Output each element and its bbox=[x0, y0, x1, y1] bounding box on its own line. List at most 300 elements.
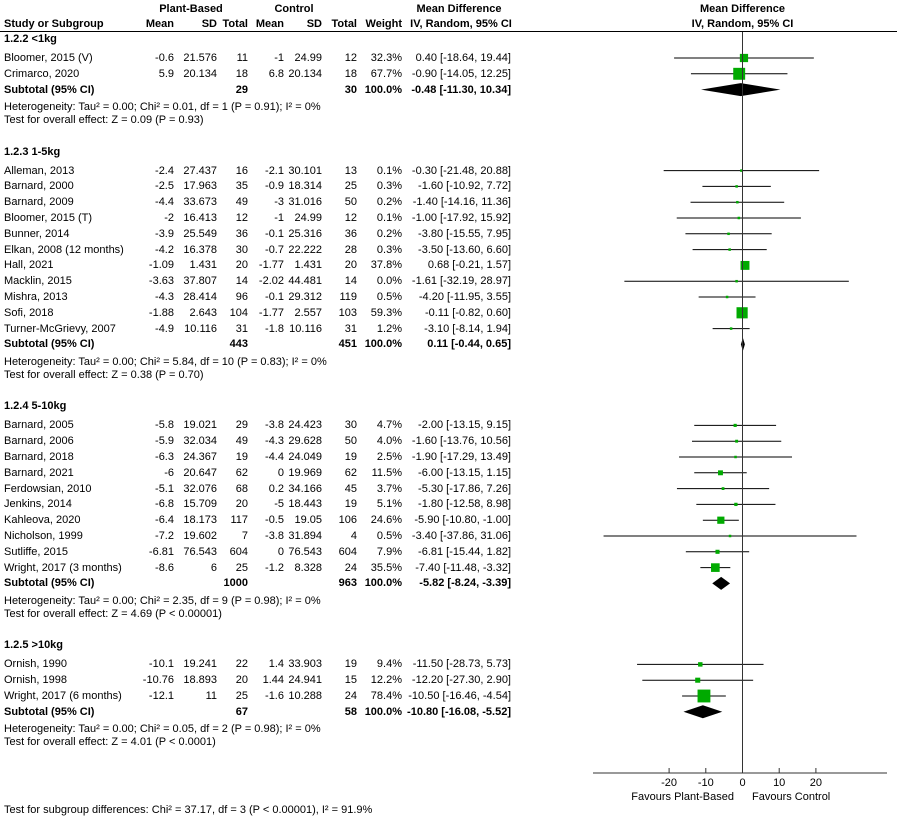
subgroup-header: 1.2.3 1-5kg bbox=[4, 145, 61, 158]
effect-marker bbox=[722, 487, 725, 490]
weight: 11.5% bbox=[371, 466, 402, 479]
subtotal-pb-total: 29 bbox=[235, 83, 248, 96]
subgroup-header: 1.2.2 <1kg bbox=[4, 33, 57, 45]
weight: 32.3% bbox=[370, 52, 402, 64]
c-mean: -0.5 bbox=[265, 514, 284, 527]
c-total: 24 bbox=[344, 561, 357, 574]
pb-mean: -5.9 bbox=[155, 435, 174, 448]
weight: 12.2% bbox=[370, 674, 402, 687]
c-total: 103 bbox=[338, 306, 357, 319]
c-sd: 24.423 bbox=[288, 419, 322, 432]
c-total: 12 bbox=[344, 52, 357, 64]
study-name: Crimarco, 2020 bbox=[4, 67, 80, 80]
subtotal-weight: 100.0% bbox=[364, 338, 402, 351]
c-sd: 24.99 bbox=[294, 212, 322, 224]
weight: 5.1% bbox=[376, 498, 402, 511]
weight: 35.5% bbox=[370, 561, 402, 574]
pb-total: 12 bbox=[235, 212, 248, 224]
study-name: Jenkins, 2014 bbox=[4, 498, 72, 511]
subgroup-header: 1.2.5 >10kg bbox=[4, 639, 64, 652]
study-name: Bloomer, 2015 (V) bbox=[4, 52, 93, 64]
effect-marker bbox=[695, 678, 700, 683]
pb-total: 16 bbox=[235, 164, 248, 177]
c-total: 14 bbox=[344, 275, 357, 288]
c-total: 19 bbox=[344, 451, 357, 463]
study-name: Barnard, 2006 bbox=[4, 435, 74, 448]
subtotal-label: Subtotal (95% CI) bbox=[4, 338, 95, 351]
md-ci-text: -7.40 [-11.48, -3.32] bbox=[415, 561, 511, 574]
c-mean: -5 bbox=[274, 498, 284, 511]
column-header-md-method: IV, Random, 95% CI bbox=[410, 18, 512, 30]
c-sd: 20.134 bbox=[288, 67, 322, 80]
c-sd: 8.328 bbox=[294, 561, 322, 574]
effect-marker bbox=[740, 54, 748, 62]
c-sd: 76.543 bbox=[288, 545, 322, 558]
pb-mean: -8.6 bbox=[155, 561, 174, 574]
pb-mean: -2 bbox=[164, 212, 174, 224]
c-total: 604 bbox=[338, 545, 357, 558]
effect-marker bbox=[730, 327, 733, 330]
pb-sd: 19.602 bbox=[183, 530, 217, 542]
effect-marker bbox=[718, 470, 723, 475]
pb-sd: 15.709 bbox=[183, 498, 217, 511]
c-sd: 31.894 bbox=[288, 530, 322, 542]
study-name: Barnard, 2018 bbox=[4, 451, 74, 463]
study-name: Wright, 2017 (6 months) bbox=[4, 690, 122, 702]
column-header-pb-sd: SD bbox=[201, 18, 217, 30]
md-ci-text: -2.00 [-13.15, 9.15] bbox=[418, 419, 511, 432]
c-mean: -0.1 bbox=[265, 227, 284, 240]
pb-mean: -6.81 bbox=[148, 545, 174, 558]
subtotal-weight: 100.0% bbox=[364, 577, 402, 590]
subtotal-label: Subtotal (95% CI) bbox=[4, 577, 95, 590]
md-column-title: Mean Difference bbox=[416, 3, 502, 15]
weight: 1.2% bbox=[376, 322, 402, 335]
subtotal-weight: 100.0% bbox=[364, 83, 402, 96]
axis-tick-label: -20 bbox=[661, 777, 678, 789]
weight: 0.1% bbox=[376, 164, 402, 177]
overall-effect-note: Test for overall effect: Z = 0.38 (P = 0.70) bbox=[4, 368, 204, 381]
md-ci-text: -1.61 [-32.19, 28.97] bbox=[411, 275, 511, 288]
pb-mean: -7.2 bbox=[155, 530, 174, 542]
weight: 67.7% bbox=[370, 67, 402, 80]
effect-marker bbox=[711, 563, 720, 572]
c-sd: 2.557 bbox=[294, 306, 322, 319]
pb-sd: 18.173 bbox=[183, 514, 217, 527]
c-sd: 10.288 bbox=[288, 690, 322, 702]
pb-mean: -4.4 bbox=[155, 196, 174, 209]
pb-mean: -6.3 bbox=[155, 451, 174, 463]
weight: 0.2% bbox=[376, 227, 402, 240]
weight: 0.2% bbox=[376, 196, 402, 209]
c-sd: 25.316 bbox=[288, 227, 322, 240]
study-name: Sutliffe, 2015 bbox=[4, 545, 69, 558]
md-ci-text: -5.90 [-10.80, -1.00] bbox=[414, 514, 511, 527]
pb-sd: 16.378 bbox=[183, 243, 217, 256]
c-mean: -3.8 bbox=[265, 419, 284, 432]
c-sd: 22.222 bbox=[288, 243, 322, 256]
c-sd: 34.166 bbox=[288, 482, 322, 495]
overall-effect-note: Test for overall effect: Z = 4.01 (P < 0.0001) bbox=[4, 736, 216, 749]
effect-marker bbox=[741, 261, 750, 270]
md-ci-text: -3.10 [-8.14, 1.94] bbox=[424, 322, 511, 335]
md-ci-text: -11.50 [-28.73, 5.73] bbox=[412, 658, 511, 671]
effect-marker bbox=[735, 185, 738, 188]
md-ci-text: -3.80 [-15.55, 7.95] bbox=[418, 227, 511, 240]
md-ci-text: -4.20 [-11.95, 3.55] bbox=[418, 291, 511, 303]
pb-total: 62 bbox=[235, 466, 248, 479]
pb-sd: 2.643 bbox=[189, 306, 217, 319]
effect-marker bbox=[733, 68, 745, 80]
subtotal-pb-total: 67 bbox=[235, 705, 248, 718]
heterogeneity-note: Heterogeneity: Tau² = 0.00; Chi² = 0.05, df = 2 (P = 0.98); I² = 0% bbox=[4, 723, 321, 736]
weight: 2.5% bbox=[376, 451, 402, 463]
c-total: 15 bbox=[344, 674, 357, 687]
c-total: 25 bbox=[344, 180, 357, 193]
pb-total: 96 bbox=[235, 291, 248, 303]
pb-sd: 18.893 bbox=[183, 674, 217, 687]
c-total: 4 bbox=[350, 530, 357, 542]
column-header-pb-mean: Mean bbox=[145, 18, 174, 30]
effect-marker bbox=[727, 233, 730, 236]
pb-mean: -5.1 bbox=[155, 482, 174, 495]
pb-mean: -12.1 bbox=[148, 690, 174, 702]
subtotal-diamond bbox=[683, 705, 722, 718]
md-ci-text: -1.90 [-17.29, 13.49] bbox=[411, 451, 511, 463]
c-mean: 1.4 bbox=[268, 658, 284, 671]
column-header-study: Study or Subgroup bbox=[4, 18, 104, 30]
study-name: Elkan, 2008 (12 months) bbox=[4, 243, 124, 256]
effect-marker bbox=[726, 296, 729, 299]
weight: 59.3% bbox=[370, 306, 402, 319]
effect-marker bbox=[735, 440, 738, 443]
md-ci-text: -3.40 [-37.86, 31.06] bbox=[411, 530, 511, 542]
c-sd: 1.431 bbox=[294, 259, 322, 272]
pb-total: 20 bbox=[235, 674, 248, 687]
subtotal-c-total: 451 bbox=[338, 338, 357, 351]
effect-marker bbox=[734, 424, 737, 427]
c-total: 19 bbox=[344, 658, 357, 671]
md-ci-text: -3.50 [-13.60, 6.60] bbox=[418, 243, 511, 256]
subtotal-pb-total: 443 bbox=[229, 338, 248, 351]
study-name: Ornish, 1990 bbox=[4, 658, 67, 671]
pb-mean: -6 bbox=[164, 466, 174, 479]
md-ci-text: -0.30 [-21.48, 20.88] bbox=[411, 164, 511, 177]
pb-mean: -10.1 bbox=[148, 658, 174, 671]
pb-mean: -6.8 bbox=[155, 498, 174, 511]
heterogeneity-note: Heterogeneity: Tau² = 0.00; Chi² = 5.84, df = 10 (P = 0.83); I² = 0% bbox=[4, 355, 327, 368]
subtotal-label: Subtotal (95% CI) bbox=[4, 83, 95, 96]
column-group-control: Control bbox=[274, 3, 314, 15]
pb-total: 25 bbox=[235, 690, 248, 702]
c-sd: 29.628 bbox=[288, 435, 322, 448]
subgroup-differences-test: Test for subgroup differences: Chi² = 37.17, df = 3 (P < 0.00001), I² = 91.9% bbox=[4, 804, 373, 816]
study-name: Barnard, 2009 bbox=[4, 196, 74, 209]
weight: 3.7% bbox=[376, 482, 402, 495]
md-ci-text: 0.68 [-0.21, 1.57] bbox=[427, 259, 511, 272]
column-header-weight: Weight bbox=[365, 18, 402, 30]
pb-sd: 24.367 bbox=[183, 451, 217, 463]
c-mean: 1.44 bbox=[262, 674, 284, 687]
axis-tick-label: 10 bbox=[773, 777, 786, 789]
pb-sd: 28.414 bbox=[183, 291, 217, 303]
c-mean: -0.1 bbox=[265, 291, 284, 303]
pb-sd: 16.413 bbox=[183, 212, 217, 224]
pb-total: 29 bbox=[235, 419, 248, 432]
pb-mean: -2.5 bbox=[155, 180, 174, 193]
pb-mean: -3.9 bbox=[155, 227, 174, 240]
c-sd: 30.101 bbox=[288, 164, 322, 177]
weight: 78.4% bbox=[370, 690, 402, 702]
pb-sd: 10.116 bbox=[184, 322, 217, 335]
study-name: Bloomer, 2015 (T) bbox=[4, 212, 93, 224]
c-mean: -1.77 bbox=[258, 306, 284, 319]
md-ci-text: -1.60 [-10.92, 7.72] bbox=[418, 180, 511, 193]
pb-total: 7 bbox=[241, 530, 248, 542]
pb-total: 19 bbox=[235, 451, 248, 463]
md-ci-text: -5.30 [-17.86, 7.26] bbox=[418, 482, 511, 495]
overall-effect-note: Test for overall effect: Z = 0.09 (P = 0.93) bbox=[4, 114, 204, 127]
md-plot-title: Mean Difference bbox=[700, 3, 785, 15]
subtotal-c-total: 963 bbox=[338, 577, 357, 590]
pb-total: 35 bbox=[235, 180, 248, 193]
pb-sd: 19.241 bbox=[183, 658, 217, 671]
pb-sd: 27.437 bbox=[183, 164, 217, 177]
c-total: 62 bbox=[344, 466, 357, 479]
subtotal-md-ci: -0.48 [-11.30, 10.34] bbox=[411, 83, 511, 96]
pb-mean: -6.4 bbox=[155, 514, 174, 527]
c-total: 119 bbox=[339, 291, 357, 303]
weight: 0.5% bbox=[376, 291, 402, 303]
effect-marker bbox=[738, 217, 741, 220]
pb-sd: 20.134 bbox=[183, 67, 217, 80]
c-mean: 0 bbox=[277, 545, 284, 558]
c-sd: 44.481 bbox=[288, 275, 322, 288]
c-mean: -3.8 bbox=[265, 530, 284, 542]
c-total: 31 bbox=[344, 322, 357, 335]
overall-effect-note: Test for overall effect: Z = 4.69 (P < 0.00001) bbox=[4, 607, 222, 620]
effect-marker bbox=[734, 456, 737, 459]
subtotal-c-total: 30 bbox=[344, 83, 357, 96]
pb-mean: -5.8 bbox=[155, 419, 174, 432]
effect-marker bbox=[698, 690, 711, 703]
pb-sd: 11 bbox=[205, 690, 217, 702]
c-sd: 24.941 bbox=[288, 674, 322, 687]
c-mean: 0.2 bbox=[268, 482, 284, 495]
pb-mean: -4.3 bbox=[155, 291, 174, 303]
c-mean: 6.8 bbox=[268, 67, 284, 80]
c-sd: 33.903 bbox=[288, 658, 322, 671]
c-total: 50 bbox=[344, 435, 357, 448]
c-mean: -1 bbox=[274, 212, 284, 224]
c-mean: -1.77 bbox=[258, 259, 284, 272]
study-name: Barnard, 2000 bbox=[4, 180, 74, 193]
study-name: Barnard, 2021 bbox=[4, 466, 74, 479]
c-sd: 24.049 bbox=[288, 451, 322, 463]
study-name: Ornish, 1998 bbox=[4, 674, 67, 687]
c-mean: -2.02 bbox=[258, 275, 284, 288]
subtotal-diamond bbox=[701, 83, 780, 96]
c-sd: 29.312 bbox=[288, 291, 322, 303]
c-mean: -1.6 bbox=[265, 690, 284, 702]
subtotal-c-total: 58 bbox=[344, 705, 357, 718]
c-mean: -3 bbox=[274, 196, 284, 209]
weight: 0.1% bbox=[376, 212, 402, 224]
pb-mean: -4.2 bbox=[155, 243, 174, 256]
effect-marker bbox=[717, 517, 724, 524]
c-total: 24 bbox=[344, 690, 357, 702]
c-total: 20 bbox=[344, 259, 357, 272]
md-ci-text: -1.80 [-12.58, 8.98] bbox=[418, 498, 511, 511]
pb-total: 20 bbox=[235, 498, 248, 511]
effect-marker bbox=[729, 535, 732, 538]
md-ci-text: -1.00 [-17.92, 15.92] bbox=[411, 212, 511, 224]
favours-left-label: Favours Plant-Based bbox=[631, 791, 734, 803]
pb-mean: -1.09 bbox=[148, 259, 174, 272]
study-name: Hall, 2021 bbox=[4, 259, 54, 272]
pb-total: 49 bbox=[235, 435, 248, 448]
c-mean: -0.9 bbox=[265, 180, 284, 193]
heterogeneity-note: Heterogeneity: Tau² = 0.00; Chi² = 2.35, df = 9 (P = 0.98); I² = 0% bbox=[4, 594, 321, 607]
c-sd: 31.016 bbox=[288, 196, 322, 209]
md-ci-text: -1.40 [-14.16, 11.36] bbox=[412, 196, 511, 209]
weight: 0.5% bbox=[376, 530, 402, 542]
favours-right-label: Favours Control bbox=[752, 791, 831, 803]
pb-sd: 25.549 bbox=[183, 227, 217, 240]
pb-total: 117 bbox=[230, 514, 248, 527]
pb-total: 22 bbox=[235, 658, 248, 671]
pb-sd: 37.807 bbox=[183, 275, 217, 288]
column-group-plant-based: Plant-Based bbox=[159, 3, 223, 15]
column-header-c-sd: SD bbox=[306, 18, 322, 30]
study-name: Wright, 2017 (3 months) bbox=[4, 561, 122, 574]
subtotal-label: Subtotal (95% CI) bbox=[4, 705, 95, 718]
pb-sd: 76.543 bbox=[183, 545, 217, 558]
pb-sd: 17.963 bbox=[183, 180, 217, 193]
c-mean: -4.3 bbox=[265, 435, 284, 448]
pb-mean: -10.76 bbox=[142, 674, 174, 687]
study-name: Nicholson, 1999 bbox=[4, 530, 83, 542]
study-name: Kahleova, 2020 bbox=[4, 514, 81, 527]
pb-total: 30 bbox=[235, 243, 248, 256]
pb-total: 11 bbox=[236, 52, 248, 64]
c-sd: 24.99 bbox=[294, 52, 322, 64]
column-header-c-mean: Mean bbox=[255, 18, 284, 30]
pb-mean: 5.9 bbox=[158, 67, 174, 80]
effect-marker bbox=[735, 280, 738, 283]
effect-marker bbox=[698, 662, 702, 666]
axis-tick-label: -10 bbox=[697, 777, 714, 789]
subtotal-md-ci: 0.11 [-0.44, 0.65] bbox=[427, 338, 511, 351]
c-total: 12 bbox=[344, 212, 357, 224]
c-total: 106 bbox=[338, 514, 357, 527]
pb-total: 36 bbox=[235, 227, 248, 240]
pb-total: 18 bbox=[235, 67, 248, 80]
pb-mean: -4.9 bbox=[155, 322, 174, 335]
column-header-pb-total: Total bbox=[222, 18, 248, 30]
weight: 4.7% bbox=[376, 419, 402, 432]
c-mean: -4.4 bbox=[265, 451, 284, 463]
md-ci-text: -1.60 [-13.76, 10.56] bbox=[411, 435, 511, 448]
subtotal-md-ci: -10.80 [-16.08, -5.52] bbox=[407, 705, 511, 718]
pb-total: 25 bbox=[235, 561, 248, 574]
c-sd: 10.116 bbox=[289, 322, 322, 335]
pb-sd: 32.034 bbox=[183, 435, 217, 448]
c-total: 19 bbox=[344, 498, 357, 511]
study-name: Bunner, 2014 bbox=[4, 227, 70, 240]
md-ci-text: -0.11 [-0.82, 0.60] bbox=[424, 306, 511, 319]
plot-header-md-method: IV, Random, 95% CI bbox=[691, 18, 794, 30]
pb-sd: 33.673 bbox=[183, 196, 217, 209]
subgroup-header: 1.2.4 5-10kg bbox=[4, 400, 67, 413]
subtotal-weight: 100.0% bbox=[364, 705, 402, 718]
column-header-c-total: Total bbox=[331, 18, 357, 30]
c-total: 36 bbox=[344, 227, 357, 240]
c-mean: 0 bbox=[277, 466, 284, 479]
md-ci-text: -6.81 [-15.44, 1.82] bbox=[418, 545, 511, 558]
subtotal-pb-total: 1000 bbox=[223, 577, 248, 590]
study-name: Turner-McGrievy, 2007 bbox=[4, 322, 116, 335]
c-total: 50 bbox=[344, 196, 357, 209]
c-total: 28 bbox=[344, 243, 357, 256]
axis-tick-label: 0 bbox=[739, 777, 746, 789]
c-total: 30 bbox=[344, 419, 357, 432]
pb-total: 68 bbox=[235, 482, 248, 495]
pb-sd: 21.576 bbox=[183, 52, 217, 64]
study-name: Barnard, 2005 bbox=[4, 419, 74, 432]
heterogeneity-note: Heterogeneity: Tau² = 0.00; Chi² = 0.01, df = 1 (P = 0.91); I² = 0% bbox=[4, 101, 321, 114]
pb-sd: 6 bbox=[210, 561, 217, 574]
c-mean: -2.1 bbox=[265, 164, 284, 177]
c-sd: 19.969 bbox=[288, 466, 322, 479]
c-total: 18 bbox=[344, 67, 357, 80]
weight: 9.4% bbox=[376, 658, 402, 671]
weight: 24.6% bbox=[370, 514, 402, 527]
axis-tick-label: 20 bbox=[809, 777, 823, 789]
c-sd: 19.05 bbox=[294, 514, 322, 527]
c-total: 45 bbox=[344, 482, 357, 495]
c-mean: -1.2 bbox=[265, 561, 284, 574]
c-mean: -1 bbox=[274, 52, 284, 64]
pb-total: 604 bbox=[229, 545, 248, 558]
c-total: 13 bbox=[344, 164, 357, 177]
study-name: Macklin, 2015 bbox=[4, 275, 72, 288]
pb-total: 104 bbox=[229, 306, 248, 319]
study-name: Alleman, 2013 bbox=[4, 164, 75, 177]
weight: 37.8% bbox=[370, 259, 402, 272]
c-mean: -1.8 bbox=[265, 322, 284, 335]
effect-marker bbox=[734, 503, 737, 506]
pb-mean: -2.4 bbox=[155, 164, 174, 177]
md-ci-text: -6.00 [-13.15, 1.15] bbox=[418, 466, 511, 479]
md-ci-text: -12.20 [-27.30, 2.90] bbox=[411, 674, 511, 687]
weight: 0.3% bbox=[376, 243, 402, 256]
study-name: Mishra, 2013 bbox=[4, 291, 68, 303]
pb-mean: -0.6 bbox=[155, 52, 174, 64]
pb-sd: 32.076 bbox=[183, 482, 217, 495]
md-ci-text: 0.40 [-18.64, 19.44] bbox=[415, 52, 511, 64]
study-name: Ferdowsian, 2010 bbox=[4, 482, 92, 495]
pb-mean: -1.88 bbox=[148, 306, 174, 319]
pb-total: 20 bbox=[235, 259, 248, 272]
effect-marker bbox=[715, 550, 719, 554]
effect-marker bbox=[736, 201, 739, 204]
pb-sd: 20.647 bbox=[183, 466, 217, 479]
pb-sd: 19.021 bbox=[183, 419, 217, 432]
weight: 4.0% bbox=[376, 435, 402, 448]
subtotal-diamond bbox=[712, 577, 730, 590]
pb-total: 31 bbox=[235, 322, 248, 335]
